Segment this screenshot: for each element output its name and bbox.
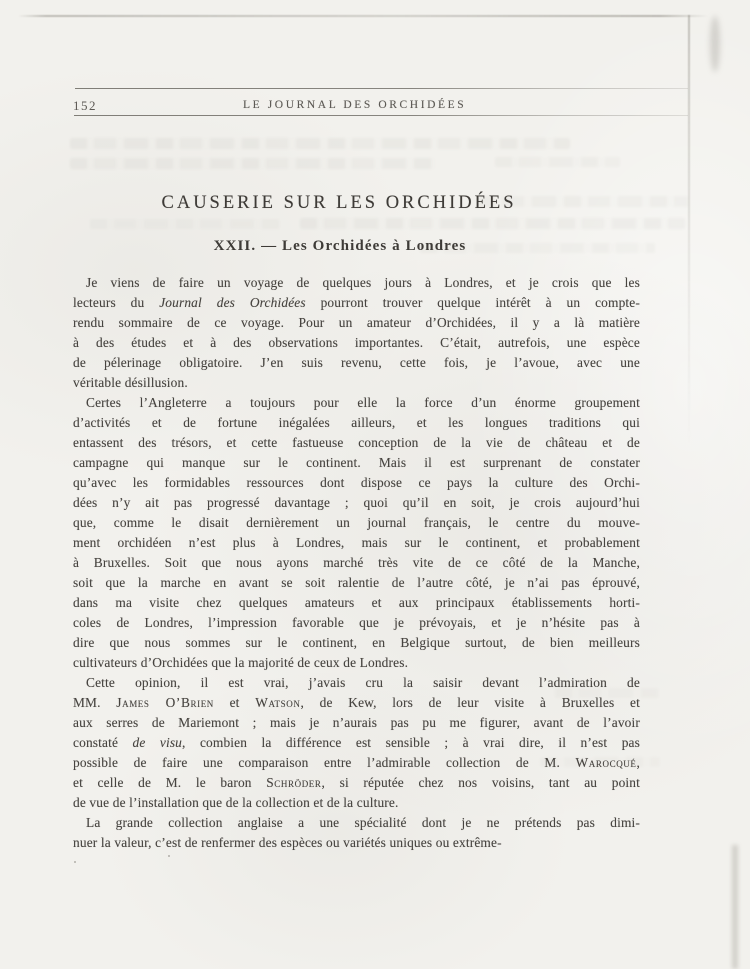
bleed-through-ghost — [495, 157, 620, 167]
text-line — [73, 513, 640, 533]
body-text: Cette opinion, il est vrai, j’avais cru la saisir devant l’admiration de — [86, 675, 640, 690]
smallcaps-name: Schröder — [266, 775, 322, 790]
text-line — [73, 573, 640, 593]
body-text: , combien la différence est sensible ; à vrai dire, il n’est pas — [182, 735, 640, 750]
smallcaps-name: Warocqué — [575, 755, 637, 770]
smallcaps-name: James O’Brien — [116, 695, 214, 710]
paragraph — [73, 393, 640, 673]
body-text: lecteurs du — [73, 295, 160, 310]
article-title: CAUSERIE SUR LES ORCHIDÉES — [161, 193, 517, 213]
body-text: coles de Londres, l’impression favorable que je prévoyais, et je n’hésite pas à — [73, 615, 640, 630]
body-text: et celle de M. le baron — [73, 775, 267, 790]
header-rule-bottom — [74, 115, 688, 116]
text-line — [73, 453, 640, 473]
body-text: MM. — [73, 695, 117, 710]
text-line — [73, 693, 640, 713]
body-text: Certes l’Angleterre a toujours pour elle la force d’un énorme groupement — [86, 395, 640, 410]
text-line — [73, 353, 640, 373]
body-text: rendu sommaire de ce voyage. Pour un amateur d’Orchidées, il y a là matière — [73, 315, 640, 330]
body-text: qu’avec les formidables ressources dont dispose ce pays la culture des Orchi- — [73, 475, 640, 490]
text-line — [73, 413, 640, 433]
body-text: à des études et à des observations importantes. C’était, autrefois, une espèce — [73, 335, 640, 350]
body-text: aux serres de Mariemont ; mais je n’aurais pas pu me figurer, avant de l’avoir — [73, 715, 640, 730]
paragraph — [73, 273, 640, 393]
body-text: et — [213, 695, 256, 710]
text-line — [73, 393, 640, 413]
paragraph — [73, 673, 640, 813]
body-text: possible de faire une comparaison entre l’admirable collection de M. — [73, 755, 576, 770]
body-text: que, comme le disait dernièrement un journal français, le centre du mouve- — [73, 515, 640, 530]
text-line — [73, 613, 640, 633]
header-rule-top — [75, 88, 688, 89]
dust-speck — [168, 855, 170, 857]
text-line — [73, 713, 640, 733]
text-line — [73, 793, 640, 813]
body-text: cultivateurs d’Orchidées que la majorité de ceux de Londres. — [73, 655, 409, 670]
body-text: entassent des trésors, et cette fastueuse conception de la vie de château et de — [73, 435, 640, 450]
smallcaps-name: Watson — [255, 695, 301, 710]
body-text: , — [636, 755, 640, 770]
text-line — [73, 553, 640, 573]
text-line — [73, 653, 640, 673]
bleed-through-ghost — [90, 219, 280, 229]
dust-speck — [74, 861, 76, 863]
body-text: dées n’y ait pas progressé davantage ; quoi qu’il en soit, je crois aujourd’hui — [73, 495, 640, 510]
text-line — [73, 313, 640, 333]
page-number: 152 — [73, 98, 97, 113]
body-text: pourront trouver quelque intérêt à un compte- — [305, 295, 640, 310]
body-text: à Bruxelles. Soit que nous ayons marché très vite de ce côté de la Manche, — [73, 555, 640, 570]
text-line — [73, 273, 640, 293]
text-line — [73, 813, 640, 833]
text-line — [73, 673, 640, 693]
text-line — [73, 373, 640, 393]
body-text: campagne qui manque sur le continent. Mais il est surprenant de constater — [73, 455, 640, 470]
body-text: La grande collection anglaise a une spécialité dont je ne prétends pas dimi- — [86, 815, 640, 830]
body-text: véritable désillusion. — [73, 375, 188, 390]
scan-page-right-edge — [688, 15, 690, 445]
bleed-through-ghost — [70, 158, 435, 169]
bleed-through-ghost — [70, 138, 570, 149]
body-text: nuer la valeur, c’est de renfermer des espèces ou variétés uniques ou extrême- — [73, 835, 502, 850]
body-text: , de Kew, lors de leur visite à Bruxelles et — [300, 695, 641, 710]
text-line — [73, 433, 640, 453]
scan-page-top-edge — [18, 15, 708, 17]
text-line — [73, 633, 640, 653]
body-text: constaté — [73, 735, 133, 750]
scan-corner-smudge — [710, 16, 720, 72]
running-head-journal-title: LE JOURNAL DES ORCHIDÉES — [243, 99, 467, 111]
body-text: dire que nous sommes sur le continent, en Belgique surtout, de bien meilleurs — [73, 635, 640, 650]
text-line — [73, 293, 640, 313]
text-line — [73, 533, 640, 553]
text-line — [73, 733, 640, 753]
italic-text: Journal des Orchidées — [159, 295, 306, 310]
text-line — [73, 473, 640, 493]
text-line — [73, 493, 640, 513]
text-line — [73, 593, 640, 613]
article-subtitle: XXII. — Les Orchidées à Londres — [213, 238, 467, 254]
body-text: de pélerinage obligatoire. J’en suis revenu, cette fois, je l’avoue, avec une — [73, 355, 640, 370]
scan-bottom-right-strip — [732, 845, 738, 969]
body-text: soit que la marche en avant se soit ralentie de l’autre côté, je n’ai pas éprouvé, — [73, 575, 640, 590]
text-line — [73, 773, 640, 793]
body-text: d’activités et de fortune inégalées ailleurs, et les longues traditions qui — [73, 415, 640, 430]
body-text: dans ma visite chez quelques amateurs et aux principaux établissements horti- — [73, 595, 640, 610]
body-text: Je viens de faire un voyage de quelques jours à Londres, et je crois que les — [86, 275, 640, 290]
text-line — [73, 753, 640, 773]
body-text: ment orchidéen n’est plus à Londres, mais sur le continent, et probablement — [73, 535, 640, 550]
bleed-through-ghost — [300, 218, 685, 229]
body-text: , si réputée chez nos voisins, tant au point — [321, 775, 641, 790]
body-text: de vue de l’installation que de la collection et de la culture. — [73, 795, 399, 810]
text-line — [73, 833, 640, 853]
italic-text: de visu — [132, 735, 183, 750]
text-line — [73, 333, 640, 353]
article-body — [73, 273, 640, 853]
paragraph — [73, 813, 640, 853]
